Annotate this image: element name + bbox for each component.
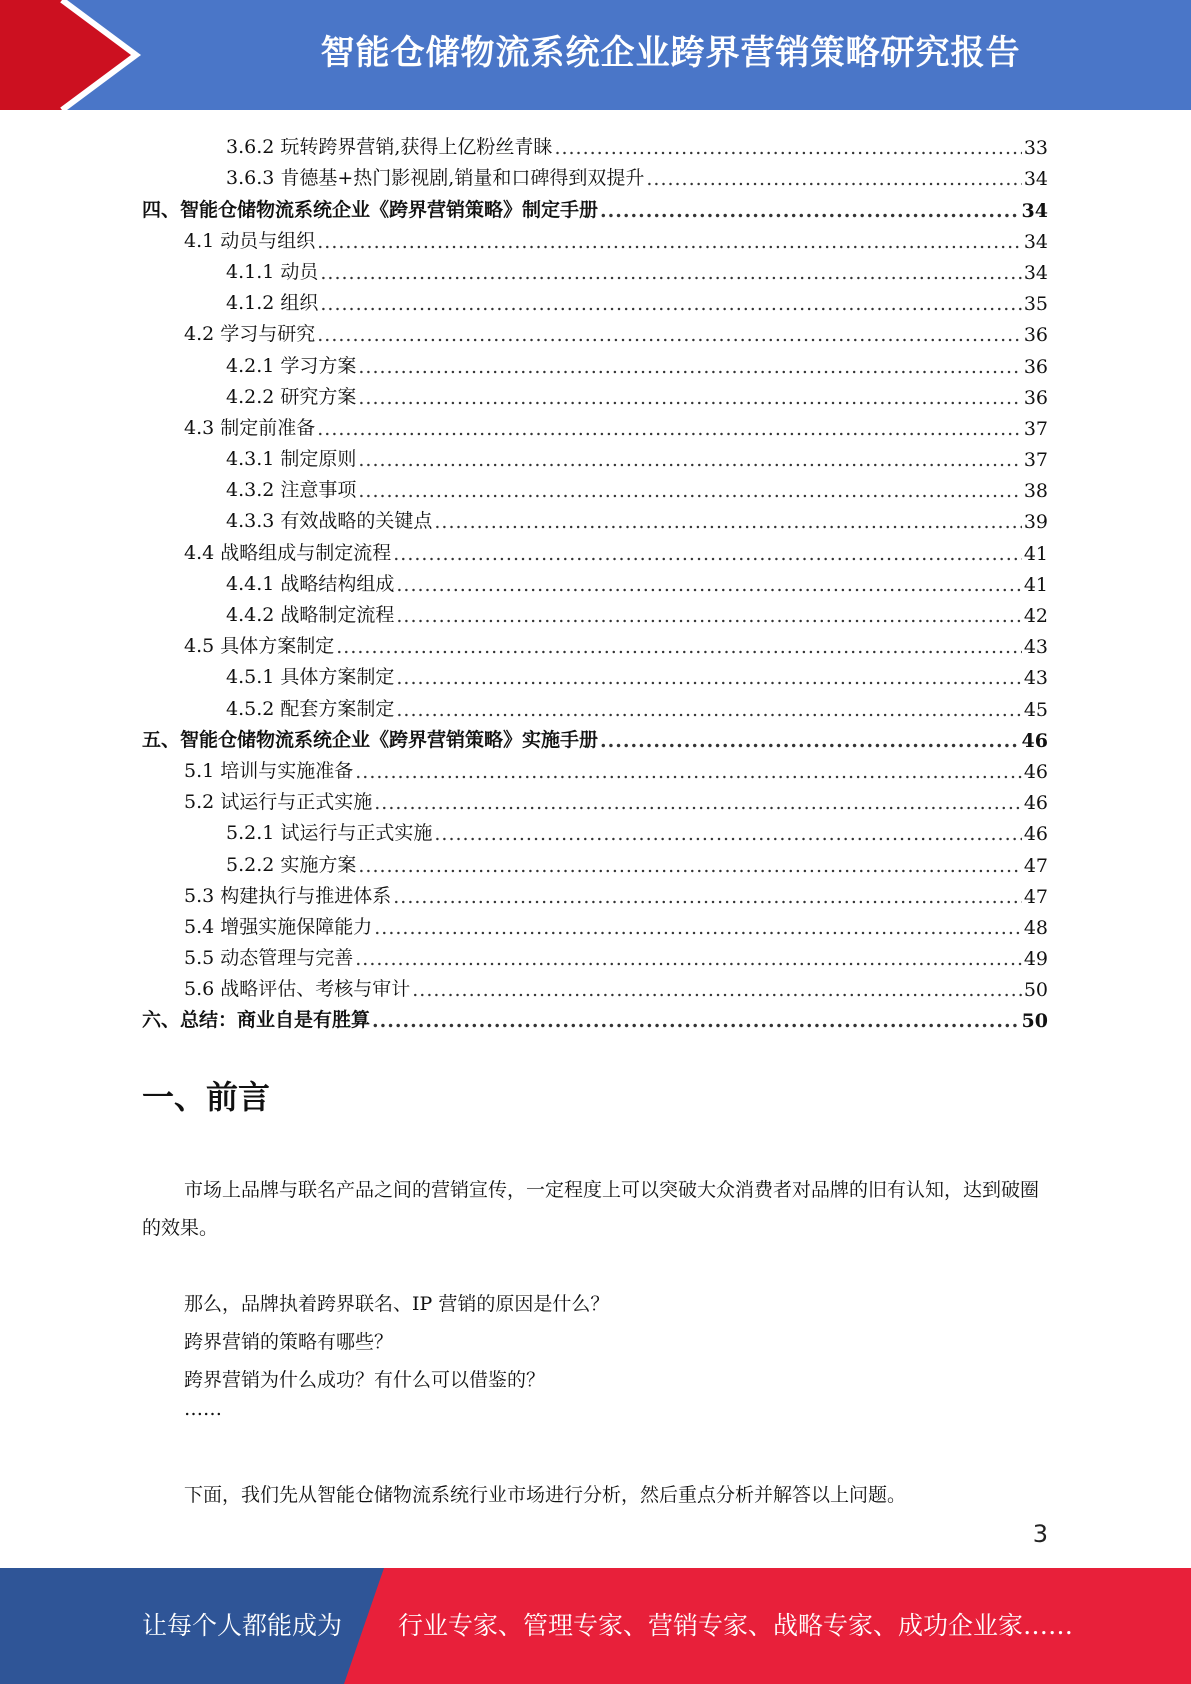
page-footer [0,1568,1191,1684]
toc-dot-leader [358,356,1021,378]
header-title: 智能仓储物流系统企业跨界营销策略研究报告 [320,33,1021,73]
toc-dot-leader [336,636,1022,658]
toc-entry[interactable] [142,1001,1048,1032]
toc-entry[interactable] [142,970,1048,1001]
question-line: 跨界营销为什么成功？有什么可以借鉴的？ [184,1369,546,1391]
toc-entry-page: 34 [1023,261,1048,284]
toc-entry-page: 43 [1023,667,1048,690]
intro-paragraph: 市场上品牌与联名产品之间的营销宣传，一定程度上可以突破大众消费者对品牌的旧有认知，达到破圈的效果。 [142,1179,1040,1239]
toc-dot-leader [646,168,1021,190]
toc-entry-label: 五、智能仓储物流系统企业《跨界营销策略》实施手册 [142,728,599,751]
toc-entry-label: 六、总结：商业自是有胜算 [142,1009,371,1032]
question-line: 跨界营销的策略有哪些？ [184,1331,394,1353]
footer-slogan-right: 行业专家、管理专家、营销专家、战略专家、成功企业家…… [398,1611,1074,1640]
toc-entry-page: 50 [1021,1010,1048,1033]
header-arrow-decoration [0,0,170,110]
toc-entry-label: 5.3 构建执行与推进体系 [184,884,392,907]
toc-entry-label: 4.5.2 配套方案制定 [226,697,395,720]
toc-entry-page: 46 [1023,823,1048,846]
toc-entry-label: 5.6 战略评估、考核与审计 [184,978,411,1001]
toc-entry-label: 4.1.2 组织 [226,292,319,315]
toc-dot-leader [320,293,1021,315]
toc-entry[interactable] [142,939,1048,970]
toc-entry-label: 3.6.3 肯德基+热门影视剧,销量和口碑得到双提升 [226,167,645,190]
toc-dot-leader [434,511,1021,533]
toc-dot-leader [358,449,1021,471]
toc-entry-label: 4.2.2 研究方案 [226,385,357,408]
toc-entry-label: 4.3.3 有效战略的关键点 [226,510,433,533]
closing-paragraph: 下面，我们先从智能仓储物流系统行业市场进行分析，然后重点分析并解答以上问题。 [184,1484,907,1506]
toc-dot-leader [317,418,1022,440]
toc-entry-page: 48 [1023,916,1048,939]
toc-entry[interactable] [142,378,1048,409]
toc-dot-leader [358,480,1021,502]
toc-entry[interactable] [142,877,1048,908]
toc-entry[interactable] [142,471,1048,502]
toc-entry-label: 4.5 具体方案制定 [184,635,335,658]
toc-entry-label: 4.1.1 动员 [226,260,319,283]
toc-entry[interactable] [142,159,1048,190]
toc-entry-page: 36 [1023,386,1048,409]
toc-entry-page: 39 [1023,511,1048,534]
toc-entry[interactable] [142,783,1048,814]
toc-dot-leader [600,200,1020,222]
toc-entry-page: 33 [1023,137,1048,160]
toc-dot-leader [372,1010,1020,1032]
toc-dot-leader [355,948,1022,970]
toc-entry-label: 4.1 动员与组织 [184,229,316,252]
toc-entry-page: 43 [1023,636,1048,659]
page-number: 3 [1032,1520,1048,1548]
toc-entry[interactable] [142,565,1048,596]
toc-dot-leader [320,262,1021,284]
toc-dot-leader [374,917,1022,939]
toc-entry-page: 45 [1023,698,1048,721]
toc-entry[interactable] [142,409,1048,440]
toc-entry-label: 4.2.1 学习方案 [226,354,357,377]
toc-entry-page: 46 [1023,792,1048,815]
toc-dot-leader [554,137,1021,159]
toc-entry-label: 4.2 学习与研究 [184,323,316,346]
page-header [0,0,1191,110]
ellipsis-line: …… [184,1398,222,1420]
toc-dot-leader [434,823,1021,845]
toc-entry-label: 4.4 战略组成与制定流程 [184,541,392,564]
table-of-contents [142,128,1048,1032]
toc-entry-label: 4.3.2 注意事项 [226,479,357,502]
toc-entry-label: 5.2.2 实施方案 [226,853,357,876]
toc-entry[interactable] [142,658,1048,689]
toc-entry-page: 34 [1023,168,1048,191]
question-line: 那么，品牌执着跨界联名、IP 营销的原因是什么？ [184,1293,610,1315]
toc-dot-leader [600,730,1020,752]
toc-dot-leader [358,387,1021,409]
section-title: 一、前言 [142,1078,271,1116]
toc-entry[interactable] [142,689,1048,720]
toc-entry[interactable] [142,440,1048,471]
toc-entry-label: 3.6.2 玩转跨界营销,获得上亿粉丝青睐 [226,136,553,159]
toc-entry-page: 37 [1023,449,1048,472]
toc-entry-page: 34 [1021,199,1048,222]
toc-entry-label: 5.2 试运行与正式实施 [184,791,373,814]
toc-entry-page: 42 [1023,605,1048,627]
toc-entry[interactable] [142,502,1048,533]
toc-entry[interactable] [142,284,1048,315]
toc-entry-label: 四、智能仓储物流系统企业《跨界营销策略》制定手册 [142,198,599,221]
toc-entry[interactable] [142,128,1048,159]
toc-dot-leader [396,699,1021,721]
toc-dot-leader [355,761,1022,783]
toc-entry[interactable] [142,908,1048,939]
toc-dot-leader [412,979,1022,1001]
toc-entry-page: 36 [1023,324,1048,347]
toc-entry[interactable] [142,752,1048,783]
toc-entry-label: 4.3 制定前准备 [184,416,316,439]
toc-entry[interactable] [142,315,1048,346]
toc-entry[interactable] [142,627,1048,658]
toc-dot-leader [374,792,1022,814]
toc-dot-leader [317,231,1022,253]
toc-entry-label: 4.4.1 战略结构组成 [226,572,395,595]
toc-dot-leader [393,886,1022,908]
toc-entry-page: 35 [1023,293,1048,316]
toc-entry-page: 47 [1023,885,1048,908]
toc-entry-label: 5.4 增强实施保障能力 [184,915,373,938]
toc-entry[interactable] [142,721,1048,752]
toc-entry-page: 38 [1023,480,1048,503]
toc-entry-page: 37 [1023,417,1048,440]
toc-entry-page: 49 [1023,948,1048,971]
toc-entry[interactable] [142,222,1048,253]
toc-entry-page: 41 [1023,573,1048,596]
toc-entry-label: 5.2.1 试运行与正式实施 [226,822,433,845]
toc-entry-page: 46 [1023,760,1048,783]
toc-dot-leader [396,605,1021,627]
toc-entry-label: 4.3.1 制定原则 [226,448,357,471]
toc-dot-leader [393,543,1022,565]
toc-entry[interactable] [142,346,1048,377]
toc-entry-label: 4.4.2 战略制定流程 [226,604,395,626]
toc-entry-page: 34 [1023,230,1048,253]
toc-dot-leader [396,667,1021,689]
toc-entry-label: 4.5.1 具体方案制定 [226,666,395,689]
toc-entry[interactable] [142,814,1048,845]
toc-entry-page: 47 [1023,854,1048,877]
footer-slogan-left: 让每个人都能成为 [142,1611,343,1640]
toc-entry-label: 5.5 动态管理与完善 [184,947,354,970]
toc-entry[interactable] [142,845,1048,876]
toc-entry-page: 46 [1021,729,1048,752]
toc-entry[interactable] [142,190,1048,221]
toc-dot-leader [358,855,1021,877]
toc-dot-leader [396,574,1021,596]
toc-entry-page: 36 [1023,355,1048,378]
toc-entry-page: 41 [1023,542,1048,565]
toc-entry-label: 5.1 培训与实施准备 [184,759,354,782]
toc-entry[interactable] [142,596,1048,627]
toc-entry-page: 50 [1023,979,1048,1002]
toc-dot-leader [317,324,1022,346]
toc-entry[interactable] [142,533,1048,564]
toc-entry[interactable] [142,253,1048,284]
